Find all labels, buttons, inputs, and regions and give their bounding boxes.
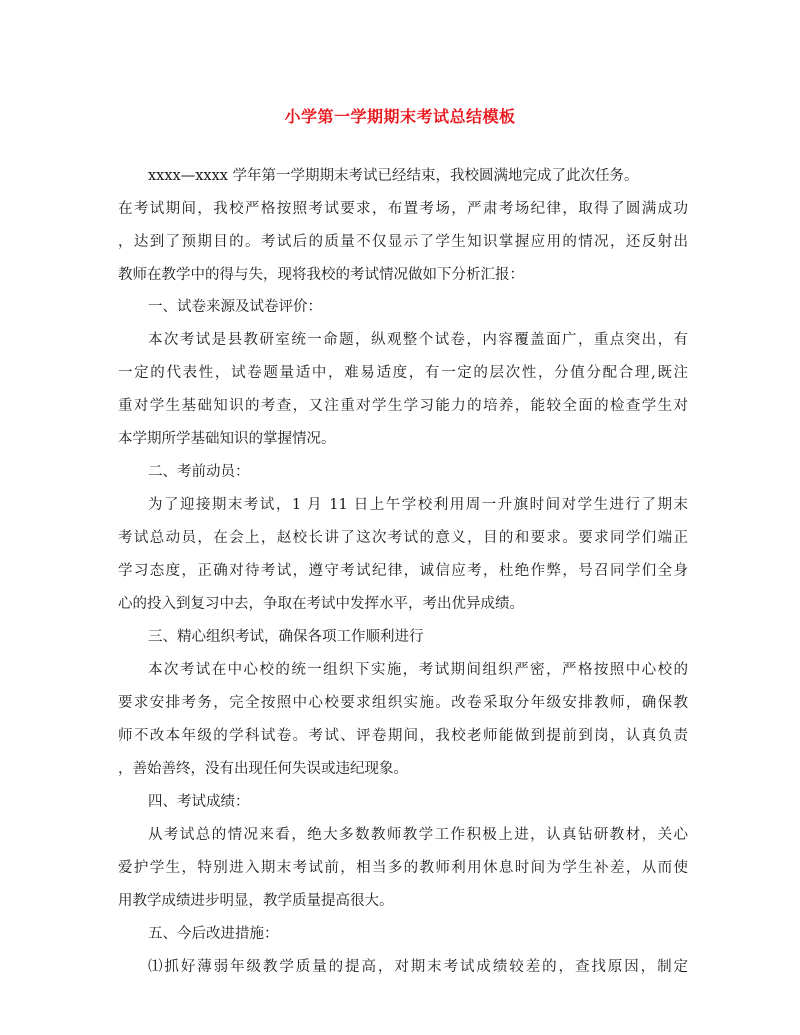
paragraph-line: 为了迎接期末考试，1 月 11 日上午学校利用周一升旗时间对学生进行了期末 — [148, 497, 688, 513]
paragraph-line: 一定的代表性，试卷题量适中，难易适度，有一定的层次性，分值分配合理,既注 — [118, 365, 688, 381]
section-heading: 五、今后改进措施： — [148, 926, 279, 942]
paragraph-line: 学习态度，正确对待考试，遵守考试纪律，诚信应考，杜绝作弊，号召同学们全身 — [118, 563, 688, 579]
paragraph-line: 师不改本年级的学科试卷。考试、评卷期间，我校老师能做到提前到岗，认真负责 — [118, 728, 688, 744]
paragraph-line: 重对学生基础知识的考查，又注重对学生学习能力的培养，能较全面的检查学生对 — [118, 398, 688, 414]
paragraph-line: 用教学成绩进步明显，教学质量提高很大。 — [118, 893, 394, 909]
section-heading: 一、试卷来源及试卷评价： — [148, 299, 322, 315]
paragraph-line: xxxx—xxxx 学年第一学期期末考试已经结束，我校圆满地完成了此次任务。 — [148, 168, 639, 184]
paragraph-line: ，善始善终，没有出现任何失误或违纪现象。 — [118, 761, 408, 777]
paragraph-line: 在考试期间，我校严格按照考试要求，布置考场，严肃考场纪律，取得了圆满成功 — [118, 201, 688, 217]
section-heading: 二、考前动员： — [148, 464, 250, 480]
paragraph-line: 本学期所学基础知识的掌握情况。 — [118, 431, 336, 447]
paragraph-line: 要求安排考务，完全按照中心校要求组织实施。改卷采取分年级安排教师，确保教 — [118, 695, 688, 711]
paragraph-line: 爱护学生，特别进入期末考试前，相当多的教师利用休息时间为学生补差，从而使 — [118, 860, 688, 876]
paragraph-line: ⑴抓好薄弱年级教学质量的提高，对期末考试成绩较差的，查找原因，制定 — [148, 959, 688, 975]
document-title: 小学第一学期期末考试总结模板 — [284, 107, 516, 126]
paragraph-line: 本次考试是县教研室统一命题，纵观整个试卷，内容覆盖面广，重点突出，有 — [148, 332, 688, 348]
section-heading: 四、考试成绩： — [148, 794, 250, 810]
paragraph-line: 心的投入到复习中去，争取在考试中发挥水平，考出优异成绩。 — [118, 596, 524, 612]
paragraph-line: 从考试总的情况来看，绝大多数教师教学工作积极上进，认真钻研教材，关心 — [148, 827, 688, 843]
paragraph-line: 考试总动员，在会上，赵校长讲了这次考试的意义，目的和要求。要求同学们端正 — [118, 530, 688, 546]
paragraph-line: ，达到了预期目的。考试后的质量不仅显示了学生知识掌握应用的情况，还反射出 — [118, 234, 688, 250]
paragraph-line: 教师在教学中的得与失，现将我校的考试情况做如下分析汇报： — [118, 267, 524, 283]
paragraph-line: 本次考试在中心校的统一组织下实施，考试期间组织严密，严格按照中心校的 — [148, 662, 688, 678]
section-heading: 三、精心组织考试，确保各项工作顺利进行 — [148, 629, 424, 645]
